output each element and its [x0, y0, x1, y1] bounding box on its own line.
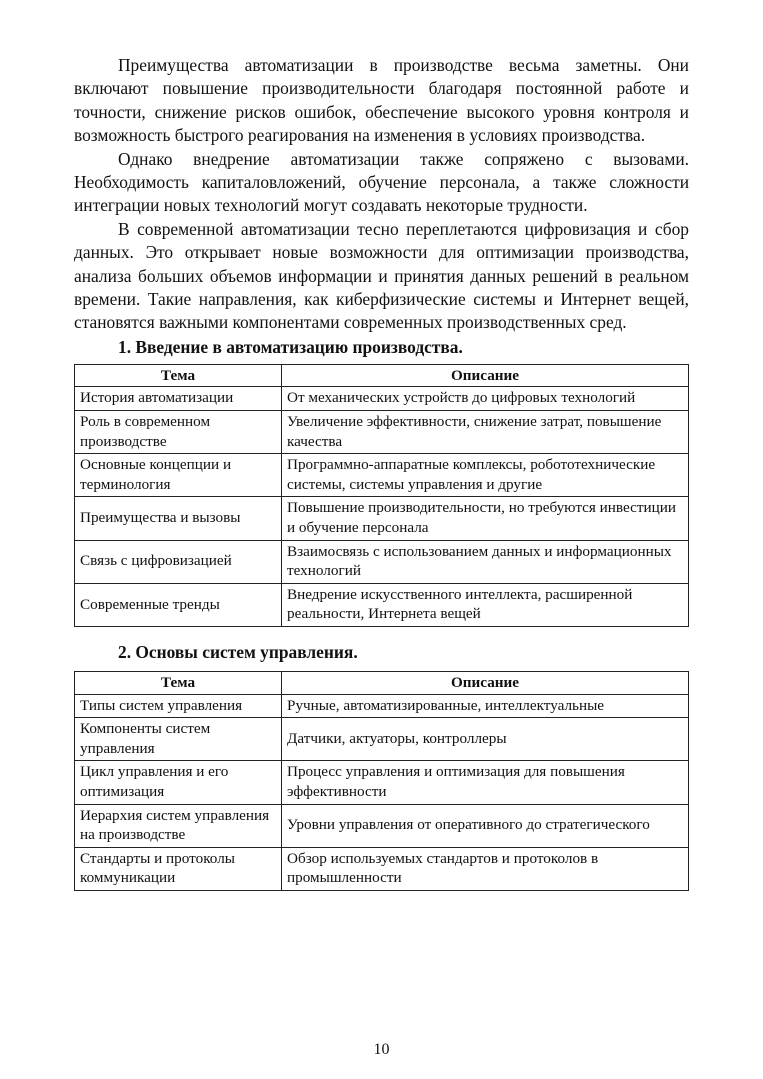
topic-cell: Преимущества и вызовы: [75, 497, 282, 540]
table-row: [75, 540, 689, 583]
topic-cell: Компоненты систем управления: [75, 718, 282, 761]
paragraph-digitalization: В современной автоматизации тесно переплетаются цифровизация и сбор данных. Это открывает новые возможности для оптимизации производства, анализа больших объемов информации и принятия данных решений в реальном времени. Такие направления, как киберфизические системы и Интернет вещей, становятся важными компонентами современных производственных сред.: [74, 218, 689, 333]
table-row: [75, 718, 689, 761]
table-row: [75, 454, 689, 497]
section-2-table: [74, 671, 689, 891]
topic-cell: Иерархия систем управления на производстве: [75, 804, 282, 847]
description-cell: Уровни управления от оперативного до стратегического: [282, 804, 689, 847]
page-body: [74, 54, 689, 891]
table-row: [75, 387, 689, 411]
table-row: [75, 761, 689, 804]
topic-cell: Современные тренды: [75, 583, 282, 626]
description-cell: Программно-аппаратные комплексы, робототехнические системы, системы управления и другие: [282, 454, 689, 497]
description-cell: Увеличение эффективности, снижение затрат, повышение качества: [282, 411, 689, 454]
table-row: [75, 694, 689, 718]
topic-cell: Роль в современном производстве: [75, 411, 282, 454]
table-row: [75, 497, 689, 540]
description-cell: Ручные, автоматизированные, интеллектуальные: [282, 694, 689, 718]
table-row: [75, 847, 689, 890]
section-1-table: [74, 364, 689, 627]
description-cell: Процесс управления и оптимизация для повышения эффективности: [282, 761, 689, 804]
description-cell: Взаимосвязь с использованием данных и информационных технологий: [282, 540, 689, 583]
column-header-topic: Тема: [75, 672, 282, 695]
topic-cell: Стандарты и протоколы коммуникации: [75, 847, 282, 890]
description-cell: Внедрение искусственного интеллекта, расширенной реальности, Интернета вещей: [282, 583, 689, 626]
description-cell: Обзор используемых стандартов и протоколов в промышленности: [282, 847, 689, 890]
column-header-description: Описание: [282, 672, 689, 695]
topic-cell: Связь с цифровизацией: [75, 540, 282, 583]
description-cell: От механических устройств до цифровых технологий: [282, 387, 689, 411]
description-cell: Датчики, актуаторы, контроллеры: [282, 718, 689, 761]
column-header-topic: Тема: [75, 364, 282, 387]
topic-cell: Основные концепции и терминология: [75, 454, 282, 497]
paragraph-challenges: Однако внедрение автоматизации также сопряжено с вызовами. Необходимость капиталовложений, обучение персонала, а также сложности интеграции новых технологий могут создавать некоторые трудности.: [74, 148, 689, 216]
column-header-description: Описание: [282, 364, 689, 387]
description-cell: Повышение производительности, но требуются инвестиции и обучение персонала: [282, 497, 689, 540]
section-1-heading: 1. Введение в автоматизацию производства.: [118, 336, 463, 357]
table-header-row: [75, 672, 689, 695]
paragraph-advantages: Преимущества автоматизации в производстве весьма заметны. Они включают повышение производительности благодаря постоянной работе и точности, снижение рисков ошибок, обеспечение высокого уровня контроля и возможность быстрого реагирования на изменения в условиях производства.: [74, 55, 689, 146]
topic-cell: Типы систем управления: [75, 694, 282, 718]
table-row: [75, 583, 689, 626]
table-row: [75, 804, 689, 847]
table-header-row: [75, 364, 689, 387]
page-number: 10: [373, 1041, 390, 1058]
topic-cell: Цикл управления и его оптимизация: [75, 761, 282, 804]
section-2-heading: 2. Основы систем управления.: [118, 642, 358, 662]
topic-cell: История автоматизации: [75, 387, 282, 411]
table-row: [75, 411, 689, 454]
